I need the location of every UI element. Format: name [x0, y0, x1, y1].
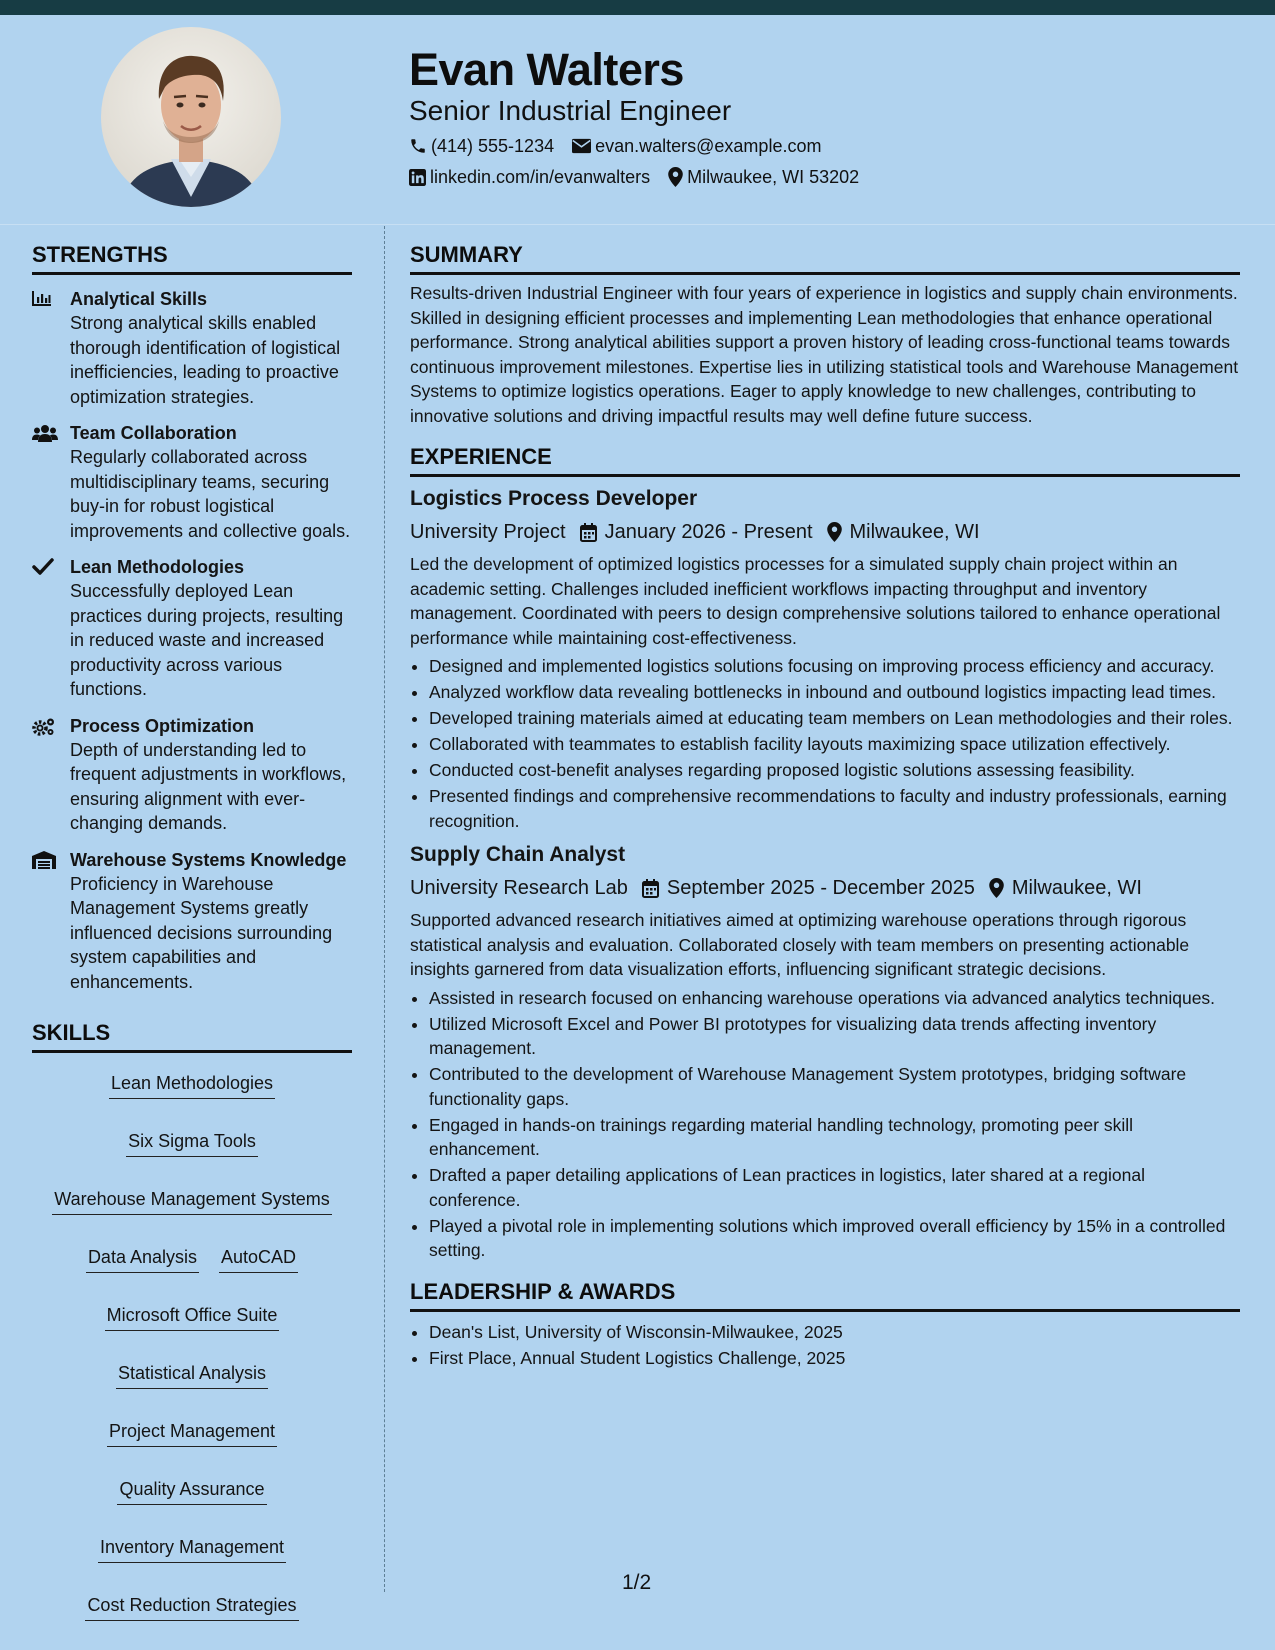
- envelope-icon: [572, 138, 591, 154]
- experience-heading: EXPERIENCE: [410, 442, 1240, 477]
- email-contact: [572, 134, 821, 158]
- job-dates: September 2025 - December 2025: [666, 877, 975, 899]
- strength-desc: Regularly collaborated across multidisciplinary teams, securing buy-in for robust logistical improvements and collective goals.: [70, 447, 351, 541]
- job-dates: January 2026 - Present: [604, 521, 813, 543]
- calendar-icon: [580, 523, 597, 542]
- awards-heading: LEADERSHIP & AWARDS: [410, 1277, 1240, 1312]
- column-divider: [384, 226, 385, 1592]
- job-bullet: • Drafted a paper detailing applications of Lean practices in logistics, later shared at a regional conference.: [429, 1163, 1240, 1212]
- job-description: Supported advanced research initiatives aimed at optimizing warehouse operations through rigorous statistical analysis and evaluation. Collaborated closely with team members on presenting actionable insights garnered from data visualization efforts, influencing significant strategic decisions.: [410, 910, 1190, 979]
- job-bullet: • Played a pivotal role in implementing solutions which improved overall efficiency by 15% in a controlled setting.: [429, 1214, 1240, 1263]
- job-org: University Research Lab: [410, 877, 628, 899]
- skill-tag: Lean Methodologies: [109, 1071, 275, 1099]
- award-item: • Dean's List, University of Wisconsin-Milwaukee, 2025: [429, 1320, 1240, 1345]
- job-bullets: [410, 654, 1240, 833]
- strength-title: Team Collaboration: [70, 423, 237, 443]
- strength-desc: Depth of understanding led to frequent adjustments in workflows, ensuring alignment with ever-changing demands.: [70, 739, 347, 833]
- contact-row-2: [409, 165, 877, 189]
- job-title: Logistics Process Developer: [410, 487, 698, 510]
- skill-tag: Inventory Management: [98, 1535, 286, 1563]
- bar-chart-icon: [32, 290, 52, 306]
- job-bullet: • Collaborated with teammates to establish facility layouts maximizing space utilization effectively.: [429, 732, 1240, 757]
- skills-heading: SKILLS: [32, 1018, 352, 1053]
- strength-item: [32, 848, 352, 995]
- strength-item: [32, 555, 352, 702]
- job-bullet: • Conducted cost-benefit analyses regarding proposed logistic solutions assessing feasibility.: [429, 758, 1240, 783]
- skills-list: [32, 1061, 352, 1621]
- skill-tag: Six Sigma Tools: [126, 1129, 258, 1157]
- header-separator: [0, 224, 1275, 225]
- summary-text: Results-driven Industrial Engineer with four years of experience in logistics and supply chain environments. Skilled in designing efficient processes and implementing Lean methodologies that enhance operational performance. Strong analytical abilities support a proven history of leading cross-functional teams towards continuous improvement milestones. Expertise lies in utilizing statistical tools and Warehouse Management Systems to optimize logistics operations. Eager to apply knowledge to new challenges, contributing to innovative solutions and driving impactful results may well define future success.: [410, 283, 1239, 426]
- job-bullet: • Developed training materials aimed at educating team members on Lean methodologies and their roles.: [429, 706, 1240, 731]
- strength-item: [32, 287, 352, 409]
- map-pin-icon: [668, 167, 683, 187]
- skill-tag: Project Management: [107, 1419, 277, 1447]
- map-pin-icon: [989, 878, 1004, 898]
- strength-desc: Strong analytical skills enabled thorough identification of logistical inefficiencies, leading to proactive optimization strategies.: [70, 313, 341, 407]
- strength-title: Process Optimization: [70, 715, 255, 736]
- linkedin-text: linkedin.com/in/evanwalters: [430, 167, 651, 187]
- job-entry: [410, 485, 1240, 833]
- job-bullet: • Analyzed workflow data revealing bottlenecks in inbound and outbound logistics impacting lead times.: [429, 680, 1240, 705]
- job-bullet: • Designed and implemented logistics solutions focusing on improving process efficiency and accuracy.: [429, 654, 1240, 679]
- job-entry: [410, 841, 1240, 1263]
- warehouse-icon: [32, 851, 56, 869]
- users-icon: [32, 424, 58, 442]
- award-item: • First Place, Annual Student Logistics Challenge, 2025: [429, 1346, 1240, 1371]
- top-bar: [0, 0, 1275, 15]
- skill-tag: Warehouse Management Systems: [52, 1187, 331, 1215]
- candidate-name: Evan Walters: [409, 44, 684, 95]
- strength-item: [32, 714, 352, 836]
- awards-list: [410, 1320, 1240, 1371]
- job-location: Milwaukee, WI: [1011, 877, 1142, 899]
- job-bullets: [410, 986, 1240, 1263]
- linkedin-contact: [409, 165, 650, 189]
- job-bullet: • Engaged in hands-on trainings regarding material handling technology, promoting peer skill enhancement.: [429, 1113, 1240, 1162]
- candidate-title: Senior Industrial Engineer: [409, 95, 732, 126]
- phone-contact: [409, 134, 554, 158]
- right-column: [410, 240, 1240, 1372]
- job-bullet: • Utilized Microsoft Excel and Power BI prototypes for visualizing data trends affecting inventory management.: [429, 1012, 1240, 1061]
- strength-title: Lean Methodologies: [70, 557, 245, 577]
- location-contact: [668, 165, 859, 189]
- calendar-icon: [642, 879, 659, 898]
- strength-title: Warehouse Systems Knowledge: [70, 849, 347, 870]
- check-icon: [32, 558, 54, 576]
- job-location: Milwaukee, WI: [849, 521, 980, 543]
- strength-desc: Successfully deployed Lean practices during projects, resulting in reduced waste and increased productivity across various functions.: [70, 581, 344, 699]
- location-text: Milwaukee, WI 53202: [687, 167, 860, 187]
- page-number: 1/2: [622, 1571, 652, 1594]
- job-meta: [410, 874, 1240, 902]
- job-bullet: • Presented findings and comprehensive recommendations to faculty and industry professionals, earning recognition.: [429, 784, 1240, 833]
- summary-heading: SUMMARY: [410, 240, 1240, 275]
- strength-title: Analytical Skills: [70, 289, 208, 309]
- linkedin-icon: [409, 169, 426, 186]
- contact-row-1: [409, 134, 839, 158]
- skill-tag: Cost Reduction Strategies: [85, 1593, 298, 1621]
- skill-tag: Data Analysis: [86, 1245, 199, 1273]
- skill-tag: Quality Assurance: [117, 1477, 266, 1505]
- email-text: evan.walters@example.com: [595, 136, 822, 156]
- skill-tag: Statistical Analysis: [116, 1361, 268, 1389]
- left-column: [32, 240, 352, 1621]
- job-title: Supply Chain Analyst: [410, 843, 626, 866]
- skill-tag: AutoCAD: [219, 1245, 298, 1273]
- map-pin-icon: [827, 522, 842, 542]
- job-bullet: • Assisted in research focused on enhancing warehouse operations via advanced analytics techniques.: [429, 986, 1240, 1011]
- job-org: University Project: [410, 521, 566, 543]
- strengths-heading: STRENGTHS: [32, 240, 352, 275]
- phone-icon: [409, 137, 427, 155]
- gears-icon: [32, 717, 56, 737]
- profile-photo: [101, 27, 281, 207]
- job-meta: [410, 518, 1240, 546]
- phone-text: (414) 555-1234: [431, 136, 555, 156]
- job-bullet: • Contributed to the development of Warehouse Management System prototypes, bridging software functionality gaps.: [429, 1062, 1240, 1111]
- skill-tag: Microsoft Office Suite: [105, 1303, 280, 1331]
- strength-item: [32, 421, 352, 543]
- strength-desc: Proficiency in Warehouse Management Systems greatly influenced decisions surrounding system capabilities and enhancements.: [70, 873, 333, 992]
- job-description: Led the development of optimized logistics processes for a simulated supply chain project within an academic setting. Challenges included inefficient workflows impacting throughput and inventory management. Coordinated with peers to design comprehensive solutions tailored to enhance operational performance while maintaining cost-effectiveness.: [410, 554, 1221, 648]
